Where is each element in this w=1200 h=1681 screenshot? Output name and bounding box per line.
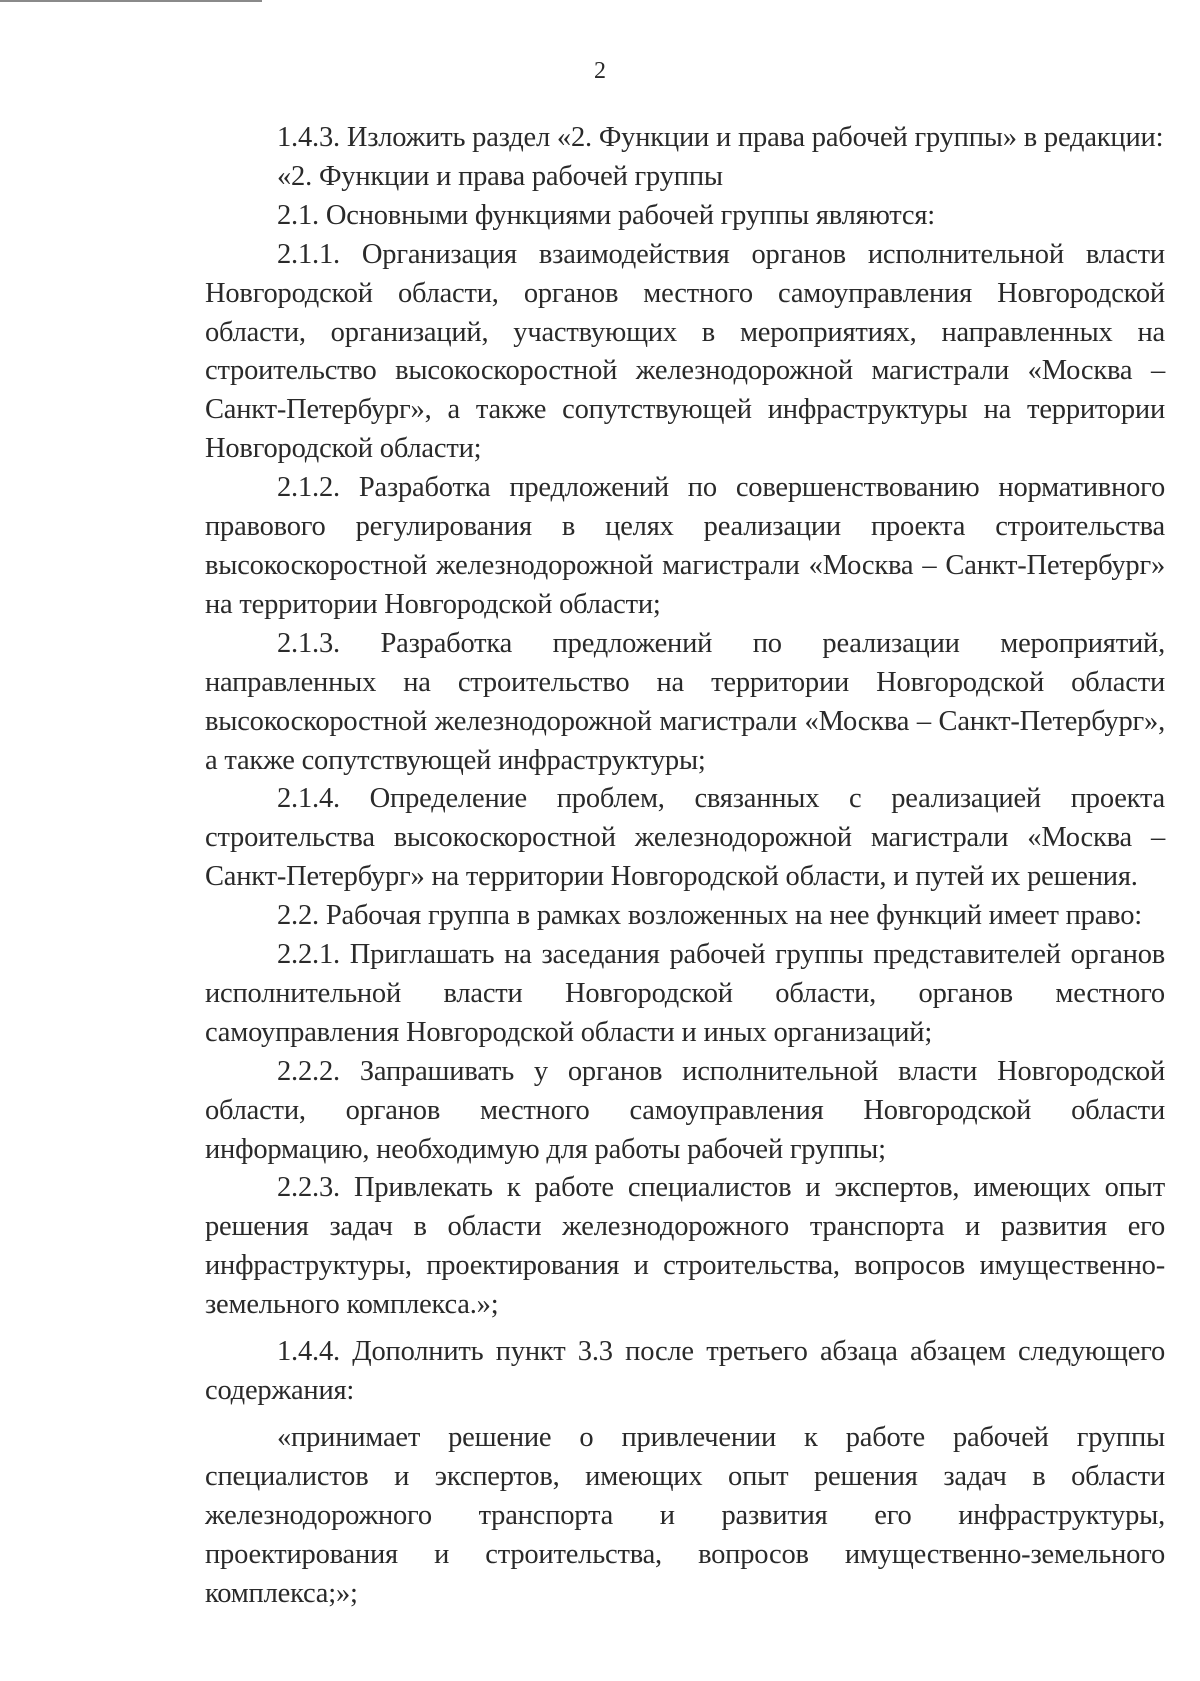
paragraph-2-2-1: 2.2.1. Приглашать на заседания рабочей группы представителей органов исполнительной власти Новгородской области, органов местного самоуправления Новгородской области и иных организаций; — [205, 939, 1165, 1048]
paragraph-gap — [205, 1325, 1165, 1333]
paragraph-quoted-amendment: «принимает решение о привлечении к работе рабочей группы специалистов и экспертов, имеющих опыт решения задач в области железнодорожного транспорта и развития его инфраструктуры, проектирования и строительства, вопросов имущественно-земельного комплекса;»; — [205, 1421, 1165, 1609]
paragraph-2-1-2: 2.1.2. Разработка предложений по совершенствованию нормативного правового регулирования в целях реализации проекта строительства высокоскоростной железнодорожной магистрали «Москва – Санкт-Петербург» на территории Новгородской области; — [205, 472, 1165, 620]
page-number: 2 — [594, 58, 606, 84]
section-heading-functions-rights: «2. Функции и права рабочей группы — [277, 160, 723, 192]
paragraph-2-1-1: 2.1.1. Организация взаимодействия органов исполнительной власти Новгородской области, органов местного самоуправления Новгородской области, организаций, участвующих в мероприятиях, направленных на строительство высокоскоростной железнодорожной магистрали «Москва – Санкт-Петербург», а также сопутствующей инфраструктуры на территории Новгородской области; — [205, 238, 1165, 465]
paragraph-2-2-3: 2.2.3. Привлекать к работе специалистов и экспертов, имеющих опыт решения задач в области железнодорожного транспорта и развития его инфраструктуры, проектирования и строительства, вопросов имущественно-земельного комплекса.»; — [205, 1172, 1165, 1321]
document-body — [205, 119, 1165, 1613]
paragraph-1-4-4: 1.4.4. Дополнить пункт 3.3 после третьего абзаца абзацем следующего содержания: — [205, 1336, 1165, 1406]
scan-edge-line — [0, 0, 262, 2]
paragraph-2-2-2: 2.2.2. Запрашивать у органов исполнительной власти Новгородской области, органов местного самоуправления Новгородской области информацию, необходимую для работы рабочей группы; — [205, 1055, 1165, 1165]
paragraph-2-1-3: 2.1.3. Разработка предложений по реализации мероприятий, направленных на строительство на территории Новгородской области высокоскоростной железнодорожной магистрали «Москва – Санкт-Петербург», а также сопутствующей инфраструктуры; — [205, 627, 1165, 776]
paragraph-2-1-4: 2.1.4. Определение проблем, связанных с реализацией проекта строительства высокоскоростной железнодорожной магистрали «Москва – Санкт-Петербург» на территории Новгородской области, и путей их решения. — [205, 783, 1165, 893]
paragraph-1-4-3: 1.4.3. Изложить раздел «2. Функции и права рабочей группы» в редакции: — [277, 122, 1164, 153]
paragraph-2-1: 2.1. Основными функциями рабочей группы являются: — [277, 199, 935, 231]
paragraph-2-2: 2.2. Рабочая группа в рамках возложенных на нее функций имеет право: — [277, 900, 1143, 932]
paragraph-gap — [205, 1411, 1165, 1419]
